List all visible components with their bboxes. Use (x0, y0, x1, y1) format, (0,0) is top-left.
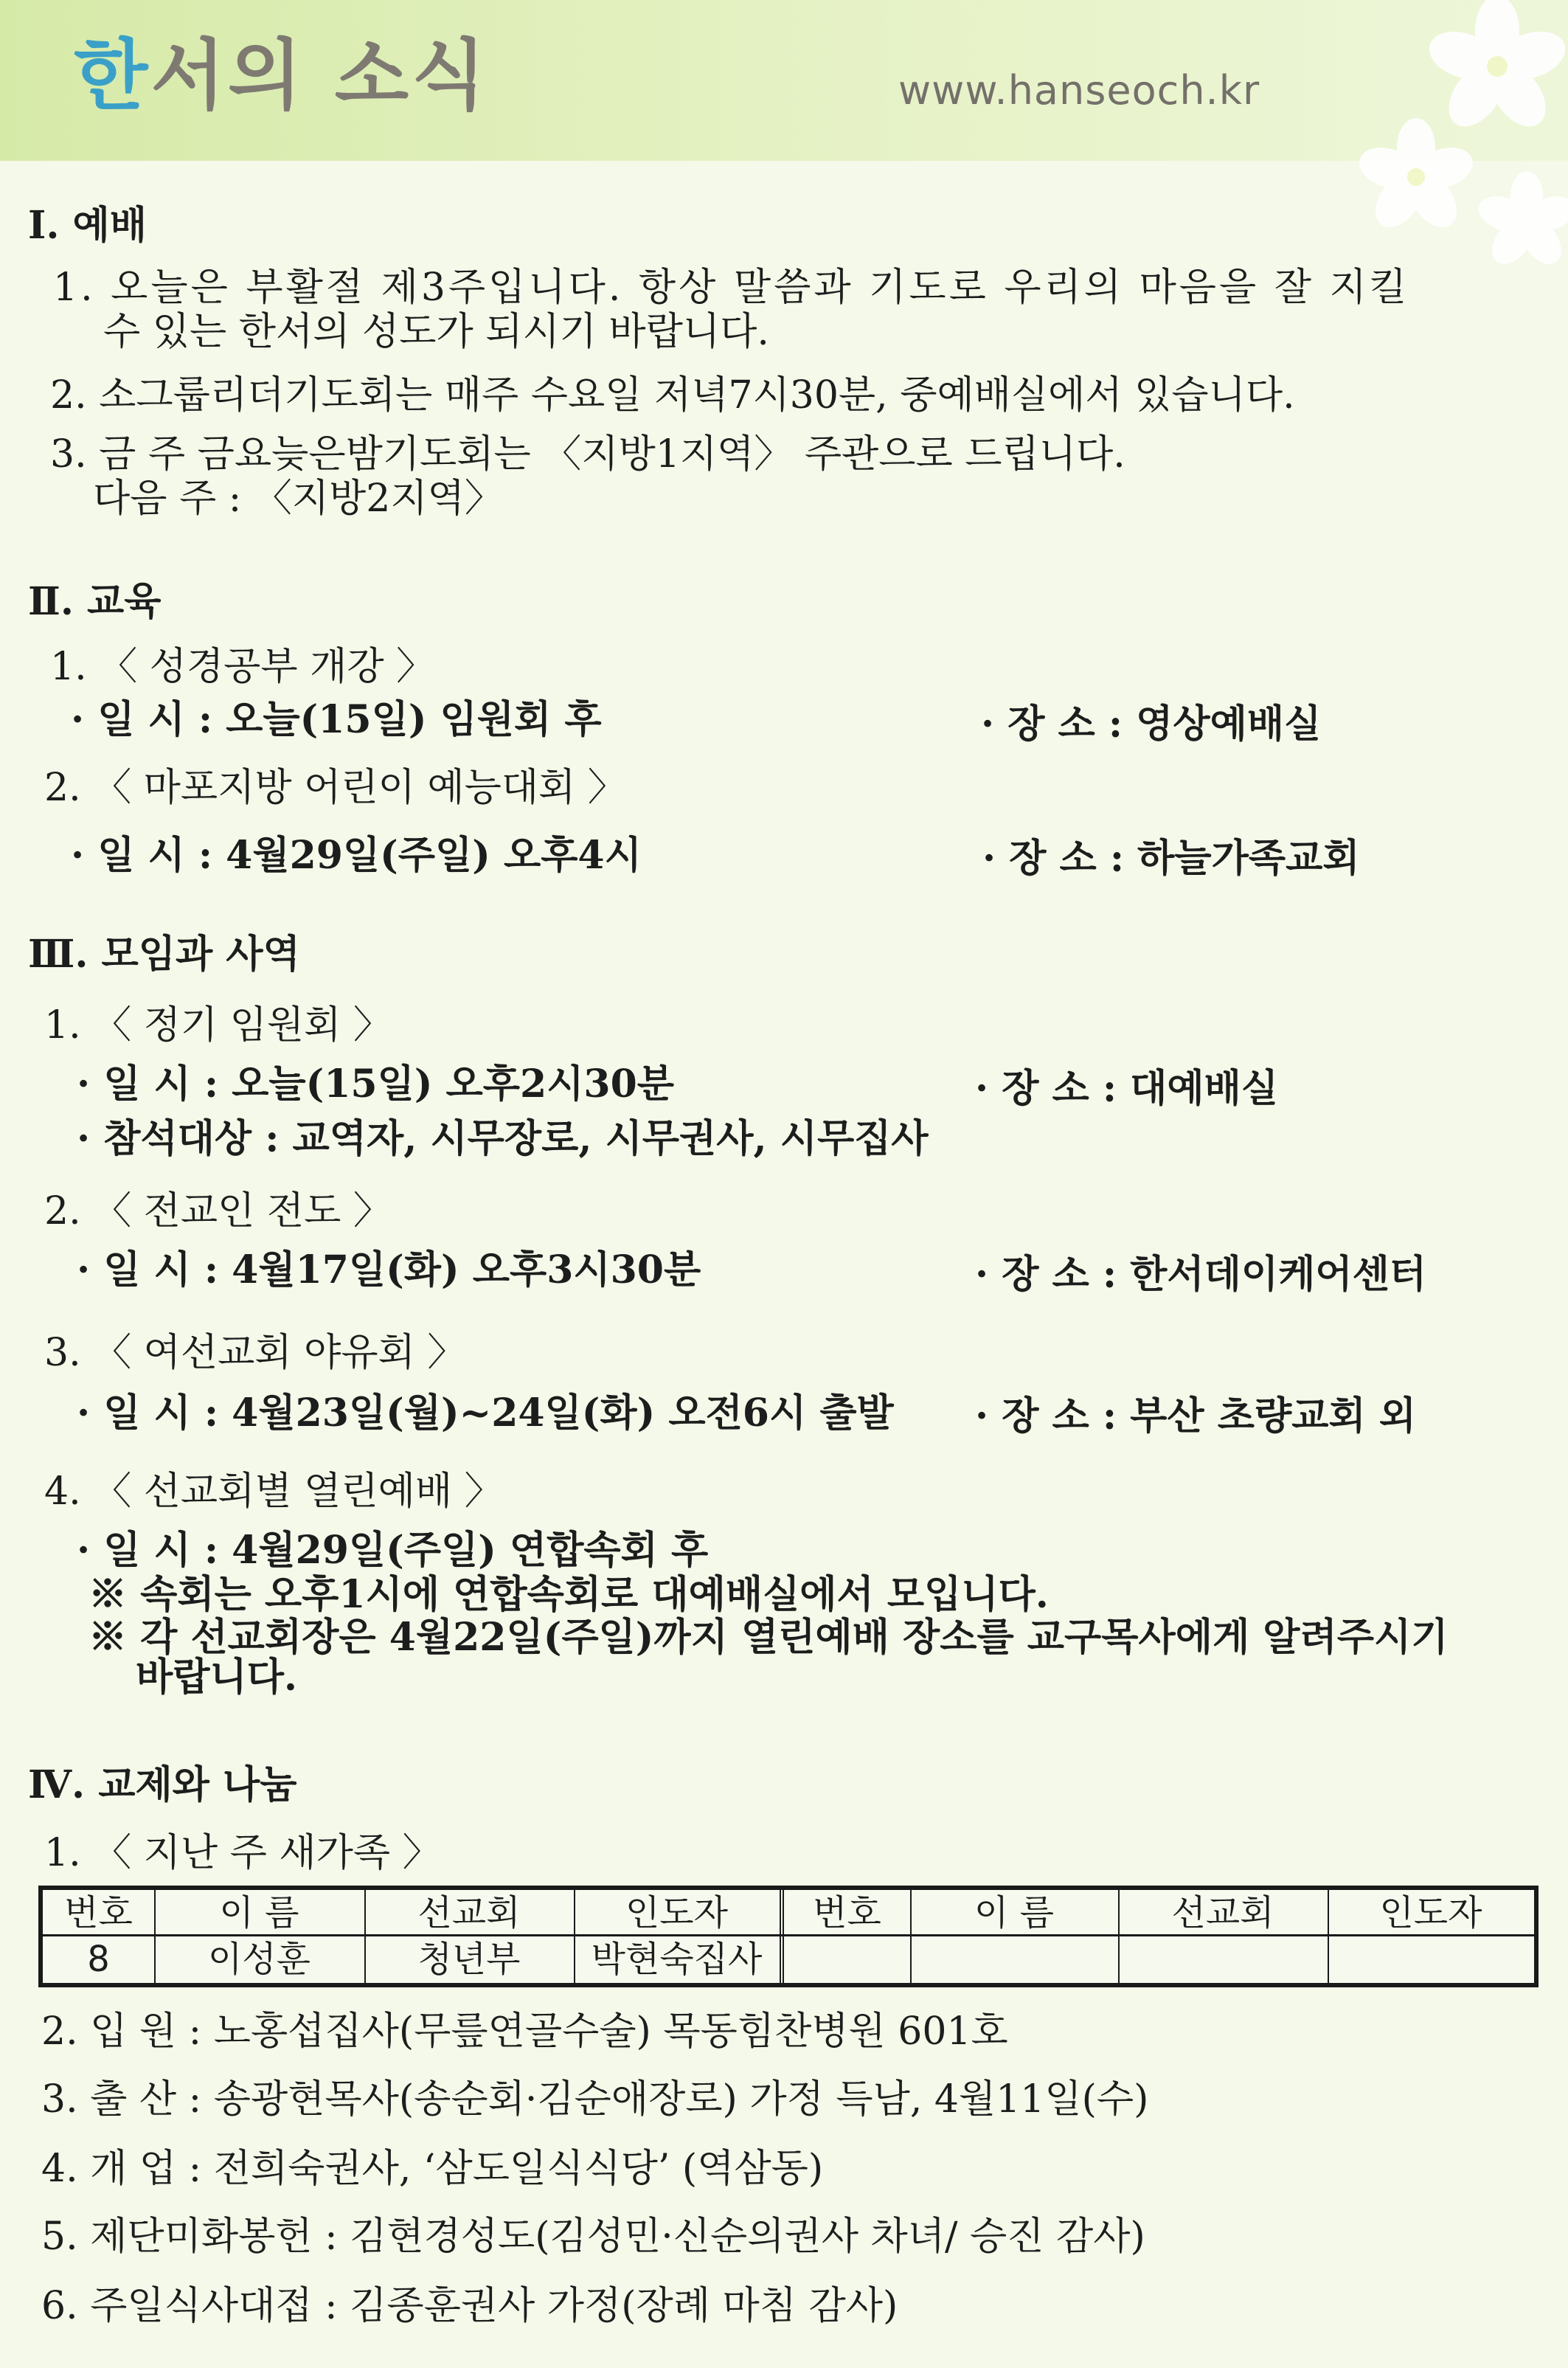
table-header-cell: 인도자 (1379, 1892, 1482, 1933)
section-heading-education: Ⅱ. 교육 (28, 579, 162, 624)
meetings-item-1-date: · 일 시 : 오늘(15일) 오후2시30분 (77, 1062, 675, 1107)
fellowship-item-1-title: 1. 〈 지난 주 새가족 〉 (44, 1831, 441, 1875)
website-url[interactable]: www.hanseoch.kr (898, 67, 1260, 114)
meetings-item-3-title: 3. 〈 여선교회 야유회 〉 (44, 1331, 466, 1375)
page-title (74, 30, 489, 120)
table-header-cell: 번호 (64, 1892, 133, 1933)
worship-item-3-line-1: 3. 금 주 금요늦은밤기도회는 〈지방1지역〉 주관으로 드립니다. (50, 432, 1125, 477)
worship-item-1-line-2: 수 있는 한서의 성도가 되시기 바랍니다. (103, 310, 769, 354)
flower-decoration-icon (1328, 0, 1568, 310)
meetings-item-4-note-2-line-2: 바랍니다. (136, 1655, 298, 1700)
section-heading-worship: Ⅰ. 예배 (28, 203, 147, 248)
meetings-item-1-attendees: · 참석대상 : 교역자, 시무장로, 시무권사, 시무집사 (77, 1116, 929, 1161)
worship-item-1-line-1: 1. 오늘은 부활절 제3주입니다. 항상 말씀과 기도로 우리의 마음을 잘 지킬 (53, 266, 1410, 310)
fellowship-item-2: 2. 입 원 : 노홍섭집사(무릎연골수술) 목동힘찬병원 601호 (41, 2009, 1008, 2054)
education-item-2-title: 2. 〈 마포지방 어린이 예능대회 〉 (44, 766, 626, 810)
table-header-cell: 이 름 (219, 1892, 299, 1933)
fellowship-item-4: 4. 개 업 : 전희숙권사, ‘삼도일식식당’ (역삼동) (41, 2147, 824, 2191)
education-item-2-date: · 일 시 : 4월29일(주일) 오후4시 (71, 833, 642, 878)
table-row-cell: 박현숙집사 (591, 1939, 763, 1980)
meetings-item-2-title: 2. 〈 전교인 전도 〉 (44, 1189, 392, 1233)
table-row-cell (910, 1936, 1118, 1982)
meetings-item-4-note-2-line-1: ※ 각 선교회장은 4월22일(주일)까지 열린예배 장소를 교구목사에게 알려주시기 (89, 1615, 1449, 1660)
education-item-1-place: · 장 소 : 영상예배실 (981, 702, 1322, 747)
table-row-cell (1328, 1936, 1534, 1982)
education-item-1-date: · 일 시 : 오늘(15일) 임원회 후 (71, 697, 602, 742)
table-row-cell: 8 (87, 1939, 110, 1980)
meetings-item-4-note-1: ※ 속회는 오후1시에 연합속회로 대예배실에서 모입니다. (89, 1572, 1049, 1617)
meetings-item-3-date: · 일 시 : 4월23일(월)~24일(화) 오전6시 출발 (77, 1391, 894, 1436)
worship-item-2: 2. 소그룹리더기도회는 매주 수요일 저녁7시30분, 중예배실에서 있습니다. (50, 373, 1295, 418)
table-header-cell: 번호 (813, 1892, 881, 1933)
fellowship-item-6: 6. 주일식사대접 : 김종훈권사 가정(장례 마침 감사) (41, 2284, 898, 2328)
meetings-item-4-date: · 일 시 : 4월29일(주일) 연합속회 후 (77, 1528, 709, 1573)
table-header-cell: 선교회 (1171, 1892, 1274, 1933)
meetings-item-4-title: 4. 〈 선교회별 열린예배 〉 (44, 1469, 503, 1514)
section-heading-fellowship: Ⅳ. 교제와 나눔 (28, 1762, 297, 1807)
meetings-item-1-place: · 장 소 : 대예배실 (975, 1066, 1279, 1111)
table-row-cell: 이성훈 (207, 1939, 311, 1980)
table-header-cell: 이 름 (974, 1892, 1054, 1933)
meetings-item-2-place: · 장 소 : 한서데이케어센터 (975, 1252, 1427, 1297)
table-row-cell (784, 1936, 910, 1982)
meetings-item-3-place: · 장 소 : 부산 초량교회 외 (975, 1394, 1417, 1439)
title-rest: 서의 소식 (150, 30, 489, 120)
meetings-item-2-date: · 일 시 : 4월17일(화) 오후3시30분 (77, 1247, 701, 1292)
fellowship-item-5: 5. 제단미화봉헌 : 김현경성도(김성민·신순의권사 차녀/ 승진 감사) (41, 2215, 1145, 2259)
table-row-cell: 청년부 (417, 1939, 521, 1980)
fellowship-item-3: 3. 출 산 : 송광현목사(송순회·김순애장로) 가정 득남, 4월11일(수) (41, 2077, 1149, 2122)
table-row-cell (1118, 1936, 1328, 1982)
worship-item-3-line-2: 다음 주 : 〈지방2지역〉 (93, 477, 503, 521)
education-item-2-place: · 장 소 : 하늘가족교회 (982, 836, 1360, 881)
table-header-cell: 선교회 (417, 1892, 521, 1933)
section-heading-meetings: Ⅲ. 모임과 사역 (28, 932, 300, 977)
title-first-char: 한 (74, 30, 151, 120)
newcomer-table (38, 1886, 1538, 1987)
table-header-cell: 인도자 (625, 1892, 729, 1933)
meetings-item-1-title: 1. 〈 정기 임원회 〉 (44, 1003, 392, 1048)
education-item-1-title: 1. 〈 성경공부 개강 〉 (50, 645, 435, 689)
